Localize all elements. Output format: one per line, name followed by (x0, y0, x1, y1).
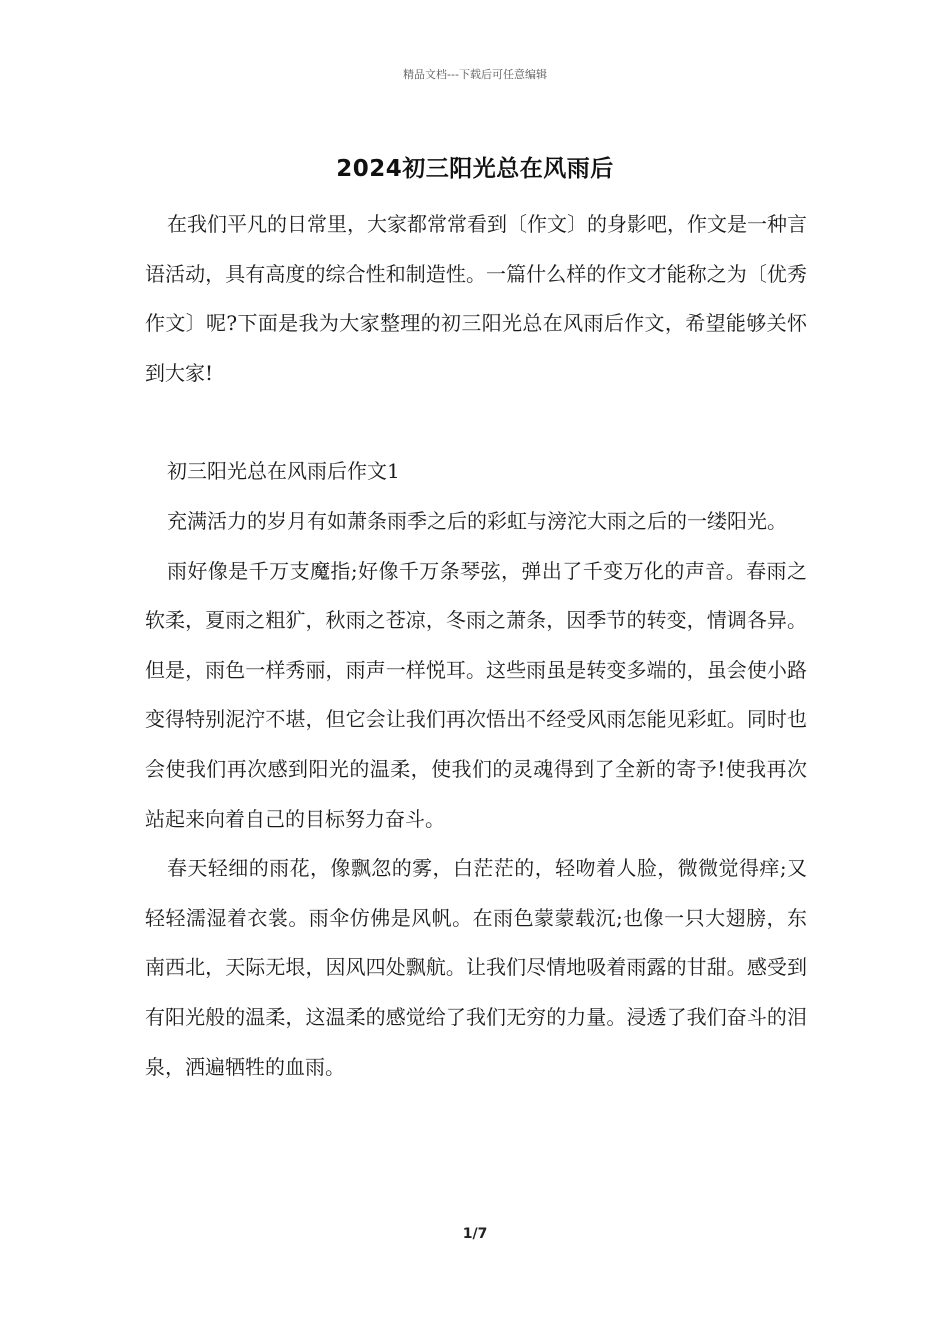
page-current: 1 (462, 1226, 473, 1242)
document-body (145, 200, 807, 1092)
page-separator: / (472, 1226, 478, 1242)
document-title: 2024初三阳光总在风雨后 (336, 156, 614, 182)
intro-paragraph: 在我们平凡的日常里，大家都常常看到〔作文〕的身影吧，作文是一种言语活动，具有高度的综合性和制造性。一篇什么样的作文才能称之为〔优秀作文〕呢?下面是我为大家整理的初三阳光总在风雨后作文，希望能够关怀到大家! (145, 212, 807, 385)
page-number (0, 1226, 950, 1242)
body-paragraph-2: 雨好像是千万支魔指;好像千万条琴弦，弹出了千变万化的声音。春雨之软柔，夏雨之粗犷，秋雨之苍凉，冬雨之萧条，因季节的转变，情调各异。但是，雨色一样秀丽，雨声一样悦耳。这些雨虽是转变多端的，虽会使小路变得特别泥泞不堪，但它会让我们再次悟出不经受风雨怎能见彩虹。同时也会使我们再次感到阳光的温柔，使我们的灵魂得到了全新的寄予!使我再次站起来向着自己的目标努力奋斗。 (145, 558, 807, 831)
body-paragraph-3: 春天轻细的雨花，像飘忽的雾，白茫茫的，轻吻着人脸，微微觉得痒;又轻轻濡湿着衣裳。雨伞仿佛是风帆。在雨色蒙蒙载沉;也像一只大翅膀，东南西北，天际无垠，因风四处飘航。让我们尽情地吸着雨露的甘甜。感受到有阳光般的温柔，这温柔的感觉给了我们无穷的力量。浸透了我们奋斗的泪泉，洒遍牺牲的血雨。 (145, 856, 807, 1079)
essay-subheading: 初三阳光总在风雨后作文1 (167, 459, 400, 484)
page-header: 精品文档---下载后可任意编辑 (403, 68, 547, 81)
page-total: 7 (477, 1226, 488, 1242)
body-paragraph-1: 充满活力的岁月有如萧条雨季之后的彩虹与滂沱大雨之后的一缕阳光。 (167, 508, 787, 533)
